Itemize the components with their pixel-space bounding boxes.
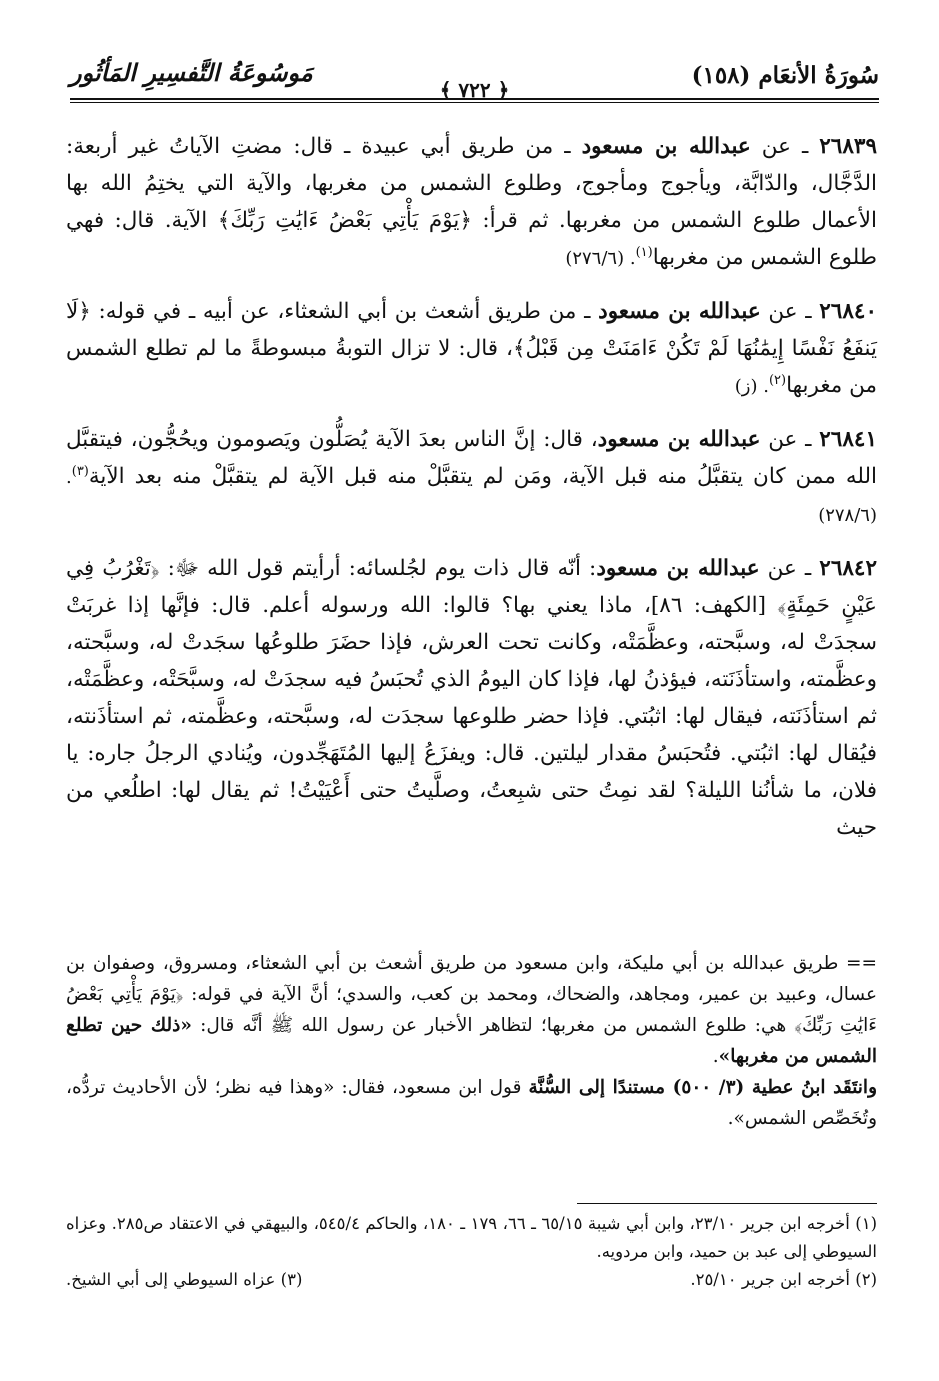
footnote-row: [66, 1266, 877, 1294]
commentary-text: == طريق عبدالله بن أبي مليكة، وابن مسعود من طريق أشعث بن أبي الشعثاء، ومسروق، وصفوان بن عسال، وعبيد بن عمير، ومجاهد، والضحاك، ومحمد بن كعب، والسدي؛ أنَّ الآية في قوله: ﴿يَوْمَ يَأْتِي بَعْضُ ءَايَٰتِ رَبِّكَ﴾ هي: طلوع الشمس من مغربها؛ لتظاهر الأخبار عن رسول الله ﷺ أنَّه قال:: [66, 953, 877, 1036]
entry-26841: [66, 421, 877, 534]
entry-reference: . (٢٧٨/٦): [66, 467, 877, 526]
surah-title: سُورَةُ الأنعَام (١٥٨): [691, 62, 879, 89]
entry-prefix: ـ عن: [750, 134, 820, 159]
critique-lead: وانتَقَد ابنُ عطية (٣/ ٥٠٠) مستندًا إلى السُّنَّة: [528, 1077, 878, 1098]
narrator-name: عبدالله بن مسعود: [596, 556, 760, 581]
footnote-divider: [577, 1203, 877, 1204]
footnotes: [66, 1210, 877, 1294]
main-text: [66, 128, 877, 862]
footnote-2: (٢) أخرجه ابن جرير ٢٥/١٠.: [690, 1270, 877, 1289]
footnote-1: (١) أخرجه ابن جرير ٢٣/١٠، وابن أبي شيبة ٦٥/١٥ ـ ٦٦، ١٧٩ ـ ١٨٠، والحاكم ٥٤٥/٤، والبيهقي في الاعتقاد ص٢٨٥. وعزاه السيوطي إلى عبد بن حميد، وابن مردويه.: [66, 1214, 878, 1261]
entry-26842: [66, 550, 877, 846]
entry-reference: . (ز): [734, 376, 769, 397]
hadith-quote: «ذلك حين تطلع الشمس من مغربها»: [66, 1015, 877, 1067]
entry-text: ـ من طريق أبي عبيدة ـ قال: مضتِ الآياتُ غير أربعة: الدَّجَّال، والدّابَّة، ويأجوج ومأجوج، وطلوع الشمس من مغربها، والآية التي يختِمُ الله بها الأعمال طلوع الشمس من مغربها. ثم قرأ: ﴿يَوْمَ يَأْتِي بَعْضُ ءَايَٰتِ رَبِّكَ﴾ الآية. قال: فهي طلوع الشمس من مغربها: [66, 134, 877, 270]
page-number: ﴿ ٧٢٢ ﴾: [439, 78, 510, 102]
entry-prefix: ـ عن: [759, 556, 820, 581]
commentary-paragraph-2: [66, 1072, 877, 1134]
footnote-marker: (٢): [768, 372, 787, 388]
critique-text: قول ابن مسعود، فقال: «وهذا فيه نظر؛ لأن الأحاديث تردُّه، وتُخَصِّص الشمس».: [66, 1077, 877, 1129]
page-header: [70, 56, 879, 102]
entry-text: ، قال: إنَّ الناس بعدَ الآية يُصَلُّون ويَصومون ويحُجُّون، فيتقبَّل الله ممن كان يتقبَّلُ منه قبل الآية، ومَن لم يتقبَّلْ منه قبل الآية لم يتقبَّلْ منه بعد الآية: [66, 427, 877, 489]
book-title: مَوسُوعَةُ التَّفسِيرِ المَأثُور: [70, 58, 313, 87]
entry-number: ٢٦٨٣٩: [819, 134, 877, 159]
narrator-name: عبدالله بن مسعود: [597, 427, 761, 452]
entry-prefix: ـ عن: [760, 299, 820, 324]
entry-26840: [66, 293, 877, 405]
header-rule-thin: [70, 102, 879, 103]
footnote-marker: (١): [635, 244, 653, 260]
footnote-3: (٣) عزاه السيوطي إلى أبي الشيخ.: [66, 1270, 303, 1289]
entry-text: ـ من طريق أشعث بن أبي الشعثاء، عن أبيه ـ في قوله: ﴿لَا يَنفَعُ نَفْسًا إِيمَٰنُهَا لَمْ تَكُنْ ءَامَنَتْ مِن قَبْلُ﴾، قال: لا تزال التوبةُ مبسوطةً ما لم تطلع الشمس من مغربها: [66, 299, 877, 398]
commentary-block: [66, 948, 877, 1134]
entry-number: ٢٦٨٤٢: [819, 556, 878, 581]
commentary-end: .: [712, 1046, 719, 1067]
commentary-paragraph-1: [66, 948, 877, 1072]
entry-26839: [66, 128, 877, 277]
narrator-name: عبدالله بن مسعود: [598, 299, 761, 324]
entry-prefix: ـ عن: [760, 427, 820, 452]
entry-text: : أنّه قال ذات يوم لجُلسائه: أرأيتم قول الله ﷻ: ﴿تَغْرُبُ فِي عَيْنٍ حَمِئَةٍ﴾ [الكهف: ٨٦]، ماذا يعني بها؟ قالوا: الله ورسوله أعلم. قال: فإنَّها إذا غربَتْ سجدَتْ له، وسبَّحته، وعظَّمَتْه، وكانت تحت العرش، فإذا حضَرَ طلوعُها سجَدتْ له، وسبَّحته، وعظَّمته، واستأذَنَته، فيؤذنُ لها، فإذا كان اليومُ الذي تُحبَسُ فيه سجدَتْ له، وسبَّحَتْه، وعظَّمَتْه، ثم استأذَنَته، فيقال لها: اثبُتي. فإذا حضر طلوعها سجدَت له، وسبَّحته، وعظَّمته، ثم استأذَنته، فيُقال لها: اثبُتي. فتُحبَسُ مقدار ليلتين. قال: ويفزَعُ إليها المُتَهَجِّدون، ويُنادي الرجلُ جاره: يا فلان، ما شأنُنا الليلة؟ لقد نمِتُ حتى شبِعتُ، وصلَّيتُ حتى أَعْيَيْتُ! ثم يقال لها: اطلُعي من حيث: [66, 556, 877, 840]
entry-number: ٢٦٨٤١: [819, 427, 877, 452]
header-rule: [70, 98, 879, 100]
narrator-name: عبدالله بن مسعود: [581, 134, 751, 159]
footnote-marker: (٣): [71, 463, 89, 479]
entry-reference: . (٢٧٦/٦): [565, 248, 636, 269]
entry-number: ٢٦٨٤٠: [819, 299, 877, 324]
